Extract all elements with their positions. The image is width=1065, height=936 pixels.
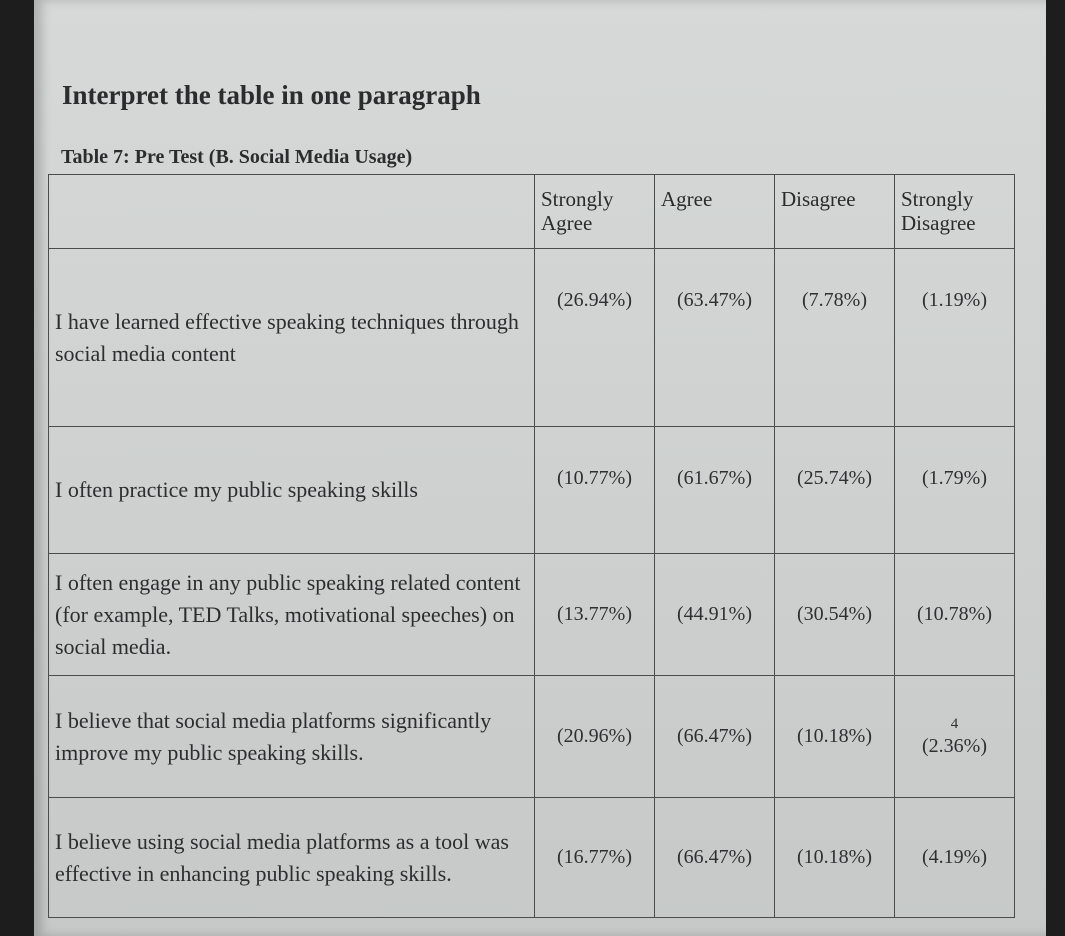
cell-strongly-agree: (20.96%) — [535, 676, 655, 798]
cell-agree: (63.47%) — [655, 249, 775, 427]
cell-strongly-agree: (26.94%) — [535, 249, 655, 427]
cell-strongly-disagree: (10.78%) — [895, 554, 1015, 676]
cell-strongly-disagree: (4.19%) — [895, 798, 1015, 918]
table-row — [49, 427, 1015, 554]
table-row — [49, 249, 1015, 427]
row-question: I have learned effective speaking techniques through social media content — [49, 249, 535, 427]
header-agree: Agree — [655, 175, 775, 249]
cell-note: 4 — [950, 716, 959, 732]
cell-disagree: (30.54%) — [775, 554, 895, 676]
table-row — [49, 676, 1015, 798]
cell-agree: (66.47%) — [655, 798, 775, 918]
question-heading: Interpret the table in one paragraph — [62, 80, 481, 110]
cell-disagree: (25.74%) — [775, 427, 895, 554]
row-question: I believe using social media platforms as a tool was effective in enhancing public speaking skills. — [49, 798, 535, 918]
header-strongly-agree: Strongly Agree — [535, 175, 655, 249]
cell-disagree: (10.18%) — [775, 798, 895, 918]
cell-disagree: (7.78%) — [775, 249, 895, 427]
cell-value: (2.36%) — [922, 735, 987, 757]
row-question: I often practice my public speaking skills — [49, 427, 535, 554]
cell-disagree: (10.18%) — [775, 676, 895, 798]
cell-strongly-disagree: (1.19%) — [895, 249, 1015, 427]
cell-agree: (44.91%) — [655, 554, 775, 676]
table-row — [49, 798, 1015, 918]
header-disagree: Disagree — [775, 175, 895, 249]
table-header-row — [49, 175, 1015, 249]
row-question: I often engage in any public speaking related content (for example, TED Talks, motivational speeches) on social media. — [49, 554, 535, 676]
cell-agree: (66.47%) — [655, 676, 775, 798]
cell-strongly-agree: (10.77%) — [535, 427, 655, 554]
cell-strongly-agree: (16.77%) — [535, 798, 655, 918]
cell-agree: (61.67%) — [655, 427, 775, 554]
cell-strongly-disagree — [895, 676, 1015, 798]
row-question: I believe that social media platforms significantly improve my public speaking skills. — [49, 676, 535, 798]
header-strongly-disagree: Strongly Disagree — [895, 175, 1015, 249]
document-page — [34, 0, 1046, 936]
cell-strongly-disagree: (1.79%) — [895, 427, 1015, 554]
table-caption: Table 7: Pre Test (B. Social Media Usage) — [61, 146, 413, 168]
header-question — [49, 175, 535, 249]
table-row — [49, 554, 1015, 676]
cell-strongly-agree: (13.77%) — [535, 554, 655, 676]
survey-table — [48, 174, 1015, 918]
